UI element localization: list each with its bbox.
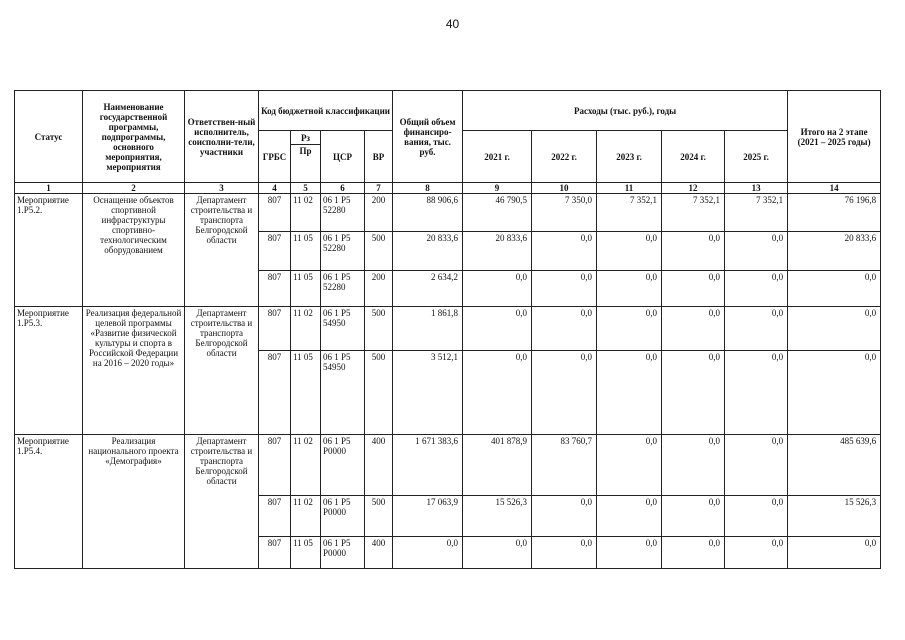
year-2023-cell: 0,0 — [597, 351, 662, 435]
status-cell: Мероприятие 1.Р5.2. — [15, 194, 83, 307]
year-2022-cell: 0,0 — [532, 271, 597, 307]
header-stage-total: Итого на 2 этапе (2021 – 2025 годы) — [788, 91, 881, 183]
year-2024-cell: 0,0 — [662, 351, 725, 435]
column-number: 14 — [788, 183, 881, 194]
year-2021-cell: 20 833,6 — [463, 232, 532, 271]
column-number: 8 — [393, 183, 463, 194]
year-2023-cell: 7 352,1 — [597, 194, 662, 232]
table-row — [15, 435, 881, 496]
year-2021-cell: 0,0 — [463, 537, 532, 569]
table-header — [15, 91, 881, 194]
year-2025-cell: 0,0 — [725, 496, 788, 537]
year-2025-cell: 7 352,1 — [725, 194, 788, 232]
rz-pr-cell: 11 05 — [291, 232, 321, 271]
year-2025-cell: 0,0 — [725, 537, 788, 569]
header-total-volume: Общий объем финансиро-вания, тыс. руб. — [393, 91, 463, 183]
vr-cell: 200 — [365, 194, 393, 232]
total-volume-cell: 2 634,2 — [393, 271, 463, 307]
year-2025-cell: 0,0 — [725, 351, 788, 435]
year-2022-cell: 83 760,7 — [532, 435, 597, 496]
grbs-cell: 807 — [259, 232, 291, 271]
csr-cell: 06 1 Р5 52280 — [321, 194, 365, 232]
stage-total-cell: 0,0 — [788, 537, 881, 569]
header-year-2024: 2024 г. — [662, 131, 725, 183]
header-csr: ЦСР — [321, 131, 365, 183]
grbs-cell: 807 — [259, 435, 291, 496]
year-2022-cell: 7 350,0 — [532, 194, 597, 232]
csr-cell: 06 1 Р5 52280 — [321, 271, 365, 307]
rz-pr-cell: 11 05 — [291, 351, 321, 435]
column-number: 7 — [365, 183, 393, 194]
year-2022-cell: 0,0 — [532, 232, 597, 271]
year-2025-cell: 0,0 — [725, 232, 788, 271]
column-number: 12 — [662, 183, 725, 194]
total-volume-cell: 1 671 383,6 — [393, 435, 463, 496]
year-2024-cell: 0,0 — [662, 537, 725, 569]
total-volume-cell: 88 906,6 — [393, 194, 463, 232]
table-body — [15, 194, 881, 569]
rz-pr-cell: 11 02 — [291, 496, 321, 537]
header-responsible: Ответствен-ный исполнитель, соисполни-тели, участники — [185, 91, 259, 183]
stage-total-cell: 0,0 — [788, 307, 881, 351]
year-2021-cell: 0,0 — [463, 307, 532, 351]
year-2024-cell: 0,0 — [662, 307, 725, 351]
year-2024-cell: 0,0 — [662, 271, 725, 307]
vr-cell: 200 — [365, 271, 393, 307]
header-year-2025: 2025 г. — [725, 131, 788, 183]
grbs-cell: 807 — [259, 351, 291, 435]
csr-cell: 06 1 Р5 Р0000 — [321, 496, 365, 537]
year-2025-cell: 0,0 — [725, 271, 788, 307]
year-2023-cell: 0,0 — [597, 496, 662, 537]
grbs-cell: 807 — [259, 307, 291, 351]
total-volume-cell: 17 063,9 — [393, 496, 463, 537]
header-status: Статус — [15, 91, 83, 183]
header-vr: ВР — [365, 131, 393, 183]
column-number: 13 — [725, 183, 788, 194]
column-number: 6 — [321, 183, 365, 194]
header-grbs: ГРБС — [259, 131, 291, 183]
year-2022-cell: 0,0 — [532, 307, 597, 351]
year-2021-cell: 0,0 — [463, 271, 532, 307]
responsible-cell: Департамент строительства и транспорта Белгородской области — [185, 307, 259, 435]
responsible-cell: Департамент строительства и транспорта Белгородской области — [185, 435, 259, 569]
csr-cell: 06 1 Р5 52280 — [321, 232, 365, 271]
responsible-cell: Департамент строительства и транспорта Белгородской области — [185, 194, 259, 307]
grbs-cell: 807 — [259, 194, 291, 232]
status-cell: Мероприятие 1.Р5.3. — [15, 307, 83, 435]
year-2024-cell: 0,0 — [662, 232, 725, 271]
table-row — [15, 194, 881, 232]
stage-total-cell: 0,0 — [788, 271, 881, 307]
page-number: 40 — [445, 17, 460, 31]
year-2025-cell: 0,0 — [725, 307, 788, 351]
header-pr: Пр — [291, 145, 321, 183]
header-name: Наименование государственной программы, подпрограммы, основного мероприятия, мероприятия — [83, 91, 185, 183]
stage-total-cell: 0,0 — [788, 351, 881, 435]
status-cell: Мероприятие 1.Р5.4. — [15, 435, 83, 569]
year-2024-cell: 0,0 — [662, 435, 725, 496]
header-expenses: Расходы (тыс. руб.), годы — [463, 91, 788, 131]
rz-pr-cell: 11 05 — [291, 537, 321, 569]
year-2023-cell: 0,0 — [597, 435, 662, 496]
year-2022-cell: 0,0 — [532, 537, 597, 569]
table-row — [15, 307, 881, 351]
vr-cell: 500 — [365, 496, 393, 537]
rz-pr-cell: 11 02 — [291, 194, 321, 232]
column-number: 9 — [463, 183, 532, 194]
csr-cell: 06 1 Р5 54950 — [321, 307, 365, 351]
header-budget-code: Код бюджетной классификации — [259, 91, 393, 131]
column-number-row — [15, 183, 881, 194]
rz-pr-cell: 11 05 — [291, 271, 321, 307]
column-number: 2 — [83, 183, 185, 194]
total-volume-cell: 20 833,6 — [393, 232, 463, 271]
total-volume-cell: 1 861,8 — [393, 307, 463, 351]
year-2024-cell: 7 352,1 — [662, 194, 725, 232]
stage-total-cell: 76 196,8 — [788, 194, 881, 232]
total-volume-cell: 0,0 — [393, 537, 463, 569]
year-2022-cell: 0,0 — [532, 496, 597, 537]
column-number: 11 — [597, 183, 662, 194]
vr-cell: 500 — [365, 232, 393, 271]
column-number: 4 — [259, 183, 291, 194]
year-2023-cell: 0,0 — [597, 232, 662, 271]
year-2024-cell: 0,0 — [662, 496, 725, 537]
rz-pr-cell: 11 02 — [291, 435, 321, 496]
column-number: 3 — [185, 183, 259, 194]
stage-total-cell: 15 526,3 — [788, 496, 881, 537]
name-cell: Реализация национального проекта «Демография» — [83, 435, 185, 569]
year-2023-cell: 0,0 — [597, 537, 662, 569]
name-cell: Оснащение объектов спортивной инфраструктуры спортивно-технологическим оборудованием — [83, 194, 185, 307]
total-volume-cell: 3 512,1 — [393, 351, 463, 435]
csr-cell: 06 1 Р5 Р0000 — [321, 435, 365, 496]
grbs-cell: 807 — [259, 496, 291, 537]
column-number: 1 — [15, 183, 83, 194]
csr-cell: 06 1 Р5 Р0000 — [321, 537, 365, 569]
rz-pr-cell: 11 02 — [291, 307, 321, 351]
name-cell: Реализация федеральной целевой программы «Развитие физической культуры и спорта в Российской Федерации на 2016 – 2020 годы» — [83, 307, 185, 435]
column-number: 10 — [532, 183, 597, 194]
year-2023-cell: 0,0 — [597, 271, 662, 307]
year-2021-cell: 0,0 — [463, 351, 532, 435]
csr-cell: 06 1 Р5 54950 — [321, 351, 365, 435]
budget-table — [14, 90, 881, 569]
header-rz: Рз — [291, 131, 321, 145]
vr-cell: 500 — [365, 307, 393, 351]
column-number: 5 — [291, 183, 321, 194]
grbs-cell: 807 — [259, 537, 291, 569]
vr-cell: 400 — [365, 537, 393, 569]
stage-total-cell: 20 833,6 — [788, 232, 881, 271]
vr-cell: 400 — [365, 435, 393, 496]
year-2023-cell: 0,0 — [597, 307, 662, 351]
year-2022-cell: 0,0 — [532, 351, 597, 435]
year-2021-cell: 46 790,5 — [463, 194, 532, 232]
year-2025-cell: 0,0 — [725, 435, 788, 496]
header-year-2021: 2021 г. — [463, 131, 532, 183]
vr-cell: 500 — [365, 351, 393, 435]
year-2021-cell: 401 878,9 — [463, 435, 532, 496]
grbs-cell: 807 — [259, 271, 291, 307]
stage-total-cell: 485 639,6 — [788, 435, 881, 496]
header-year-2022: 2022 г. — [532, 131, 597, 183]
year-2021-cell: 15 526,3 — [463, 496, 532, 537]
header-year-2023: 2023 г. — [597, 131, 662, 183]
